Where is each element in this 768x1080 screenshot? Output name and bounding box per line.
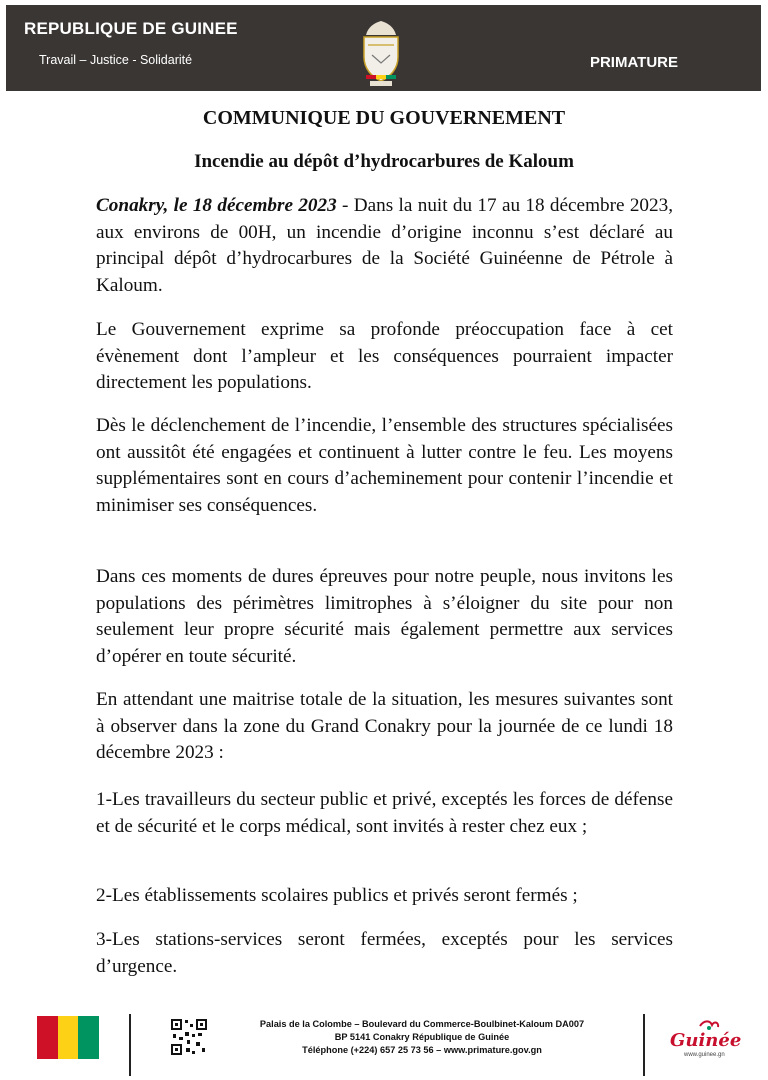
footer-divider-left (129, 1014, 131, 1076)
brand-url: www.guinee.gn (684, 1052, 725, 1058)
dateline: Conakry, le 18 décembre 2023 (96, 195, 337, 216)
document-subtitle: Incendie au dépôt d’hydrocarbures de Kaloum (194, 151, 574, 172)
footer-address (222, 1018, 622, 1057)
coat-of-arms-icon (354, 17, 408, 89)
letterhead (6, 5, 761, 91)
guinea-flag-icon (37, 1016, 99, 1059)
document-title: COMMUNIQUE DU GOUVERNEMENT (202, 107, 566, 129)
measure-1: 1-Les travailleurs du secteur public et privé, exceptés les forces de défense et de sécurité et le corps médical, sont invités à rester chez eux ; (96, 789, 673, 837)
national-motto: Travail – Justice - Solidarité (39, 53, 193, 67)
paragraph-evacuation: Dans ces moments de dures épreuves pour notre peuple, nous invitons les populations des périmètres limitrophes à s’éloigner du site pour non seulement leur propre sécurité mais également permettre aux services d’opérer en toute sécurité. (96, 566, 673, 667)
footer-divider-right (643, 1014, 645, 1076)
country-name: REPUBLIQUE DE GUINEE (24, 19, 238, 38)
office-name: PRIMATURE (589, 54, 678, 71)
intro-text: - Dans la nuit du 17 au 18 décembre 2023, aux environs de 00H, un incendie d’origine inconnu s’est déclaré au principal dépôt d’hydrocarbures de la Société Guinéenne de Pétrole à Kaloum. (96, 195, 673, 296)
brand-name: Guinée (670, 1030, 742, 1051)
paragraph-measures-intro: En attendant une maitrise totale de la situation, les mesures suivantes sont à observer dans la zone du Grand Conakry pour la journée de ce lundi 18 décembre 2023 : (96, 689, 673, 763)
measure-3: 3-Les stations-services seront fermées, exceptés pour les services d’urgence. (96, 929, 673, 977)
paragraph-response: Dès le déclenchement de l’incendie, l’ensemble des structures spécialisées ont aussitôt été engagées et continuent à lutter contre le feu. Les moyens supplémentaires sont en cours d’acheminement pour contenir l’incendie et minimiser ses conséquences. (96, 415, 673, 516)
address-line-3: Téléphone (+224) 657 25 73 56 – www.primature.gov.gn (302, 1045, 542, 1055)
address-line-1: Palais de la Colombe – Boulevard du Commerce-Boulbinet-Kaloum DA007 (259, 1019, 585, 1029)
qr-code-icon (170, 1018, 208, 1056)
measure-2: 2-Les établissements scolaires publics et privés seront fermés ; (96, 885, 578, 906)
paragraph-concern: Le Gouvernement exprime sa profonde préoccupation face à cet évènement dont l’ampleur et les conséquences pourraient impacter directement les populations. (96, 319, 673, 393)
address-line-2: BP 5141 Conakry République de Guinée (334, 1032, 510, 1042)
paragraph-intro (96, 193, 673, 299)
